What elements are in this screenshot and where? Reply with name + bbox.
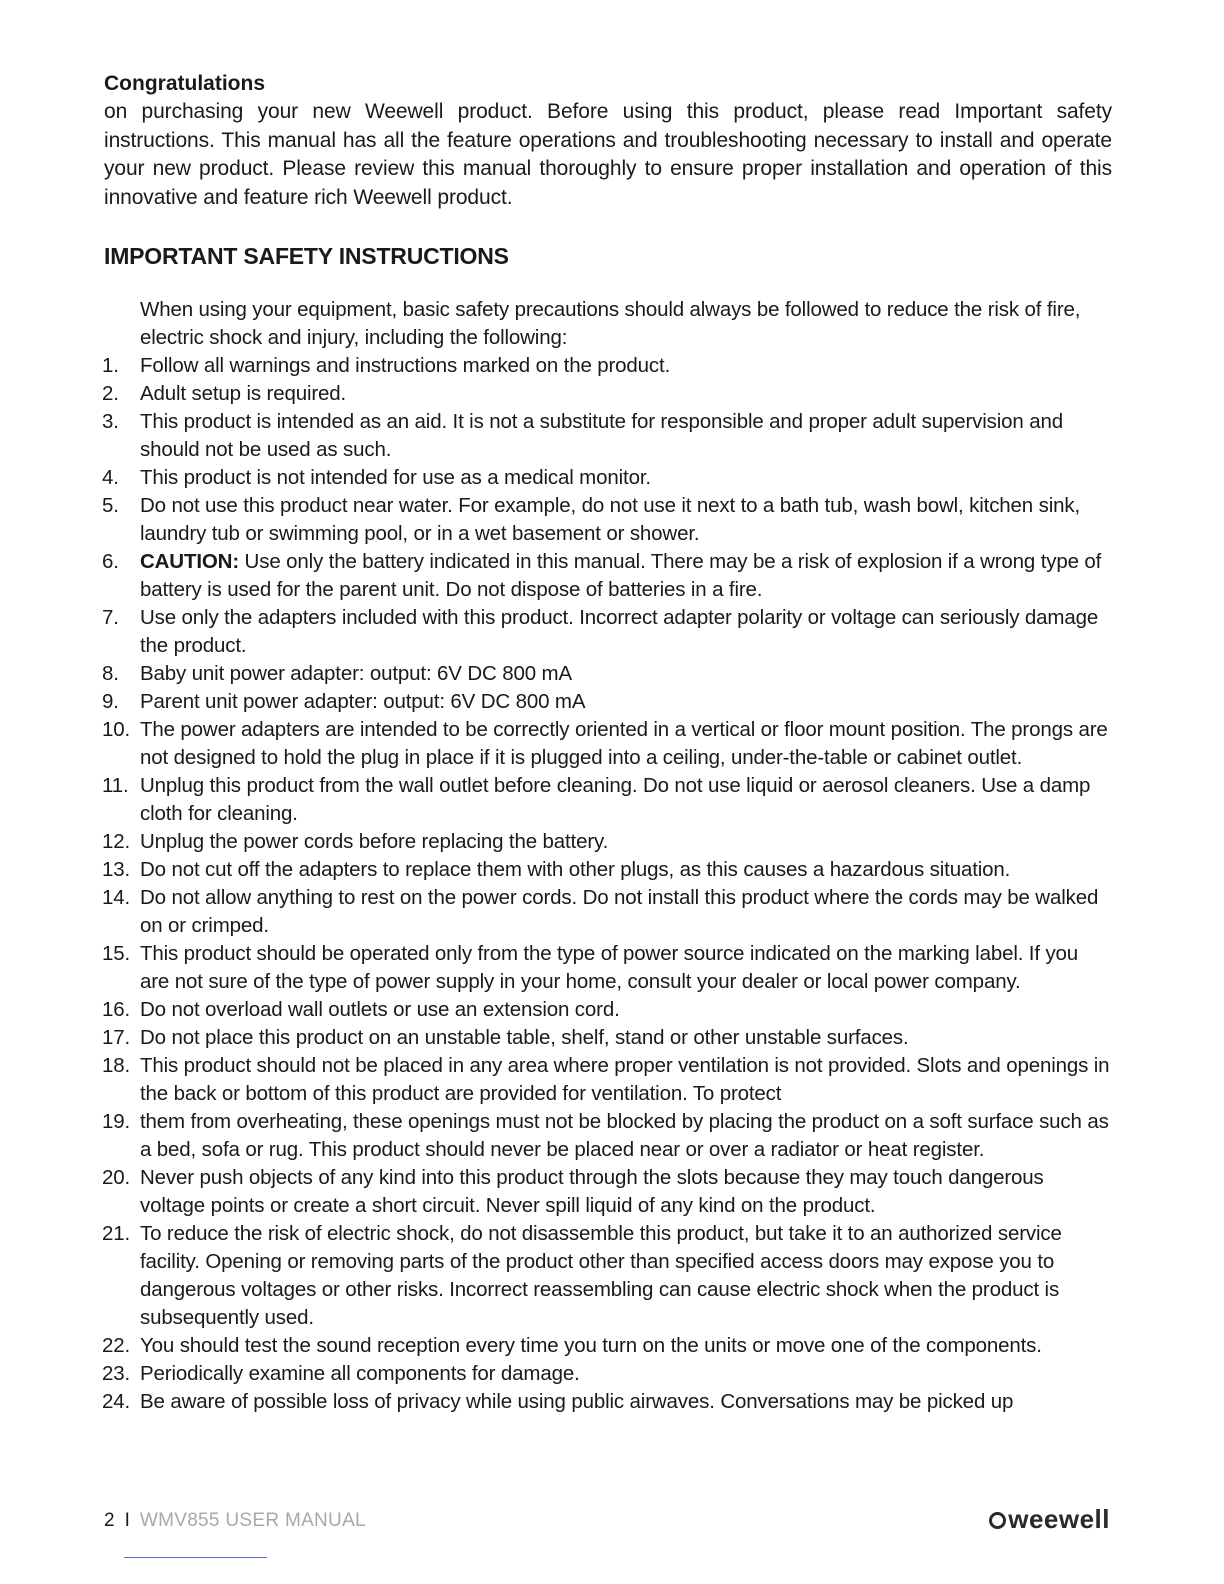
item-text: Follow all warnings and instructions marked on the product. <box>140 354 671 377</box>
list-item <box>104 688 1112 716</box>
item-text: Do not allow anything to rest on the power cords. Do not install this product where the cords may be walked on or crimped. <box>140 886 1099 937</box>
item-number: 24. <box>102 1390 131 1413</box>
item-text: Parent unit power adapter: output: 6V DC 800 mA <box>140 690 586 713</box>
list-item <box>104 856 1112 884</box>
list-item <box>104 884 1112 940</box>
page-number: 2 <box>104 1510 115 1531</box>
item-text: The power adapters are intended to be correctly oriented in a vertical or floor mount position. The prongs are not designed to hold the plug in place if it is plugged into a ceiling, under-the-table or cabinet outlet. <box>140 718 1108 769</box>
item-number: 10. <box>102 718 131 741</box>
item-number: 9. <box>102 690 119 713</box>
list-item <box>104 1388 1112 1416</box>
item-text: Adult setup is required. <box>140 382 347 405</box>
congratulations-title: Congratulations <box>104 72 265 95</box>
item-text: Never push objects of any kind into this product through the slots because they may touch dangerous voltage points or create a short circuit. Never spill liquid of any kind on the product. <box>140 1166 1044 1217</box>
item-text: Do not place this product on an unstable table, shelf, stand or other unstable surfaces. <box>140 1026 909 1049</box>
list-item <box>104 716 1112 772</box>
item-text: This product is intended as an aid. It is not a substitute for responsible and proper adult supervision and should not be used as such. <box>140 410 1063 461</box>
item-number: 19. <box>102 1110 131 1133</box>
footer-separator: I <box>124 1510 130 1531</box>
list-item <box>104 828 1112 856</box>
item-text: Use only the adapters included with this product. Incorrect adapter polarity or voltage can seriously damage the product. <box>140 606 1099 657</box>
list-item <box>104 1164 1112 1220</box>
item-number: 6. <box>102 550 119 573</box>
item-number: 1. <box>102 354 119 377</box>
item-number: 12. <box>102 830 131 853</box>
item-number: 2. <box>102 382 119 405</box>
item-number: 14. <box>102 886 131 909</box>
item-number: 4. <box>102 466 119 489</box>
link-underline-divider <box>124 1557 267 1558</box>
list-item <box>104 548 1112 604</box>
item-number: 3. <box>102 410 119 433</box>
list-item <box>104 996 1112 1024</box>
manual-page <box>104 70 1112 1416</box>
item-text: Periodically examine all components for damage. <box>140 1362 580 1385</box>
item-number: 13. <box>102 858 131 881</box>
list-item <box>104 940 1112 996</box>
list-item <box>104 352 1112 380</box>
item-number: 15. <box>102 942 131 965</box>
item-number: 20. <box>102 1166 131 1189</box>
list-item <box>104 380 1112 408</box>
item-text: Do not overload wall outlets or use an extension cord. <box>140 998 620 1021</box>
list-item <box>104 1108 1112 1164</box>
list-item <box>104 1332 1112 1360</box>
item-text: To reduce the risk of electric shock, do not disassemble this product, but take it to an authorized service facility. Opening or removing parts of the product other than specified access doors may expose you to dangerous voltages or other risks. Incorrect reassembling can cause electric shock when the product is subsequently used. <box>140 1222 1062 1329</box>
item-text: them from overheating, these openings must not be blocked by placing the product on a soft surface such as a bed, sofa or rug. This product should never be placed near or over a radiator or heat register. <box>140 1110 1109 1161</box>
item-number: 21. <box>102 1222 131 1245</box>
item-number: 22. <box>102 1334 131 1357</box>
item-number: 18. <box>102 1054 131 1077</box>
manual-title: WMV855 USER MANUAL <box>139 1510 366 1531</box>
item-text: You should test the sound reception every time you turn on the units or move one of the components. <box>140 1334 1042 1357</box>
item-text: This product is not intended for use as a medical monitor. <box>140 466 651 489</box>
item-number: 23. <box>102 1362 131 1385</box>
item-number: 16. <box>102 998 131 1021</box>
intro-paragraph: on purchasing your new Weewell product. Before using this product, please read Important safety instructions. This manual has all the feature operations and troubleshooting necessary to install and operate your new product. Please review this manual thoroughly to ensure proper installation and operation of this innovative and feature rich Weewell product. <box>104 100 1112 209</box>
list-item <box>104 1052 1112 1108</box>
item-text: This product should be operated only from the type of power source indicated on the marking label. If you are not sure of the type of power supply in your home, consult your dealer or local power company. <box>140 942 1079 993</box>
item-number: 8. <box>102 662 119 685</box>
page-footer <box>104 1504 1112 1540</box>
item-text: Do not use this product near water. For example, do not use it next to a bath tub, wash bowl, kitchen sink, laundry tub or swimming pool, or in a wet basement or shower. <box>140 494 1081 545</box>
brand-logo <box>989 1504 1110 1535</box>
brand-name: weewell <box>1008 1504 1110 1534</box>
item-text: This product should not be placed in any area where proper ventilation is not provided. Slots and openings in the back or bottom of this product are provided for ventilation. To protect <box>140 1054 1110 1105</box>
list-item <box>104 660 1112 688</box>
weewell-logo-icon <box>989 1512 1006 1529</box>
list-item <box>104 408 1112 464</box>
list-item <box>104 772 1112 828</box>
item-text: Unplug this product from the wall outlet before cleaning. Do not use liquid or aerosol cleaners. Use a damp cloth for cleaning. <box>140 774 1091 825</box>
list-item <box>104 1024 1112 1052</box>
list-item <box>104 1220 1112 1332</box>
safety-instructions-list <box>104 352 1112 1416</box>
item-text: Do not cut off the adapters to replace them with other plugs, as this causes a hazardous situation. <box>140 858 1011 881</box>
item-text: Unplug the power cords before replacing the battery. <box>140 830 609 853</box>
item-number: 17. <box>102 1026 131 1049</box>
item-number: 11. <box>102 774 129 797</box>
item-text: Be aware of possible loss of privacy while using public airwaves. Conversations may be picked up <box>140 1390 1014 1413</box>
list-item <box>104 464 1112 492</box>
item-number: 7. <box>102 606 119 629</box>
safety-heading: IMPORTANT SAFETY INSTRUCTIONS <box>104 243 509 269</box>
item-text: Use only the battery indicated in this manual. There may be a risk of explosion if a wrong type of battery is used for the parent unit. Do not dispose of batteries in a fire. <box>140 550 1102 601</box>
item-number: 5. <box>102 494 119 517</box>
list-item <box>104 604 1112 660</box>
safety-lead-text: When using your equipment, basic safety precautions should always be followed to reduce the risk of fire, electric shock and injury, including the following: <box>140 298 1081 349</box>
list-item <box>104 492 1112 548</box>
item-text: Baby unit power adapter: output: 6V DC 800 mA <box>140 662 572 685</box>
list-item <box>104 1360 1112 1388</box>
caution-label: CAUTION: <box>140 550 240 573</box>
